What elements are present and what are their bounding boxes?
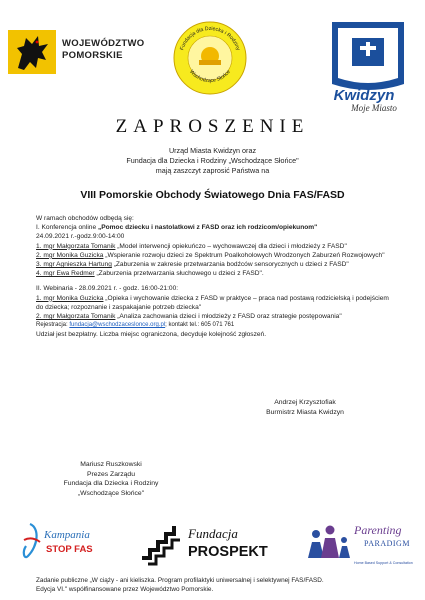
intro-line2: Fundacja dla Dziecka i Rodziny „Wschodzące Słońce" <box>126 156 299 165</box>
president-name: Mariusz Ruszkowski <box>80 461 142 468</box>
talk-title: „Model interwencji opiekuńczo – wychowawczej dla dzieci i młodzieży z FASD" <box>115 242 347 250</box>
region-name <box>62 38 144 62</box>
president-org-line2: „Wschodzące Słońce" <box>77 489 145 497</box>
talk-speaker: 2. mgr Małgorzata Tomanik <box>36 313 116 321</box>
foundation-badge-top-text: Fundacja dla Dziecka i Rodziny <box>179 25 241 52</box>
kwidzyn-slogan-text: Moje Miasto <box>351 103 397 113</box>
invitation-title: ZAPROSZENIE <box>115 116 310 137</box>
president-role: Prezes Zarządu <box>87 470 135 478</box>
mayor-name: Andrzej Krzysztofiak <box>274 399 336 406</box>
mayor-signature <box>240 398 370 417</box>
intro-line1: Urząd Miasta Kwidzyn oraz <box>168 146 257 155</box>
prospekt-line1-text: Fundacja <box>188 526 238 541</box>
talk-speaker: 2. mgr Monika Guzicka <box>36 251 104 259</box>
conference-title: „Pomoc dziecku i nastolatkowi z FASD oraz ich rodzicom/opiekunom" <box>97 224 318 232</box>
talk-title: „Analiza zachowania dzieci i młodzieży z FASD oraz strategie postępowania" <box>115 313 342 321</box>
prospekt-line2-text: PROSPEKT <box>188 544 268 560</box>
pomorskie-griffin-logo <box>8 30 56 74</box>
footer-line2: Edycja VI." współfinansowane przez Województwo Pomorskie. <box>36 586 214 593</box>
talk-speaker: 4. mgr Ewa Redmer <box>36 270 95 278</box>
foundation-badge-bottom-text: Wschodzące Słońce <box>188 69 232 85</box>
kwidzyn-logo <box>318 18 410 114</box>
funding-footer <box>36 576 406 594</box>
free-participation-note: Udział jest bezpłatny. Liczba miejsc ograniczona, decyduje kolejność zgłoszeń. <box>36 331 267 339</box>
talk-title: „Zaburzenia przetwarzania słuchowego u dzieci z FASD". <box>94 270 264 278</box>
talk-speaker: 1. mgr Małgorzata Tomanik <box>36 242 116 250</box>
talk-title: „Opieka i wychowanie dziecka z FASD w praktyce – praca nad postawą rodzicielską i podejściem do dziecka; rozpoznanie i zaspakajanie potrzeb dziecka" <box>36 294 389 311</box>
president-org-line1: Fundacja dla Dziecka i Rodziny <box>63 480 159 488</box>
fundacja-prospekt-logo <box>138 520 278 568</box>
parenting-line1-text: Parenting <box>354 523 402 537</box>
conference-prefix: I. Konferencja online <box>36 224 98 232</box>
registration-email-link[interactable]: fundacja@wschodzaceslonce.org.pl <box>69 322 166 329</box>
foundation-sun-logo <box>172 20 248 96</box>
talk-title: „Zaburzenia w zakresie przetwarzania bodźców sensorycznych u dzieci z FASD" <box>111 261 349 269</box>
program-lead: W ramach obchodów odbędą się: <box>36 215 134 222</box>
talk-item <box>36 312 391 321</box>
program-body <box>36 214 391 340</box>
region-line1: WOJEWÓDZTWO <box>62 38 145 49</box>
parenting-paradigm-logo <box>302 514 414 570</box>
kampania-stop-fas-logo <box>16 516 114 568</box>
webinar-line: II. Webinaria - 28.09.2021 r. - godz. 16:00-21:00: <box>36 285 179 293</box>
talk-item <box>36 294 391 312</box>
parenting-tagline-text: Home Based Support & Consultation <box>354 561 413 565</box>
event-headline: VIII Pomorskie Obchody Światowego Dnia FAS/FASD <box>80 189 345 201</box>
mayor-role: Burmistrz Miasta Kwidzyn <box>266 408 344 416</box>
intro-line3: mają zaszczyt zaprosić Państwa na <box>155 166 270 175</box>
kwidzyn-brand-text: Kwidzyn <box>333 87 395 104</box>
talk-speaker: 1. mgr Monika Guzicka <box>36 294 104 302</box>
talk-item <box>36 260 391 269</box>
conference-date: 24.09.2021 r.-godz.9:00-14:00 <box>36 233 125 241</box>
talk-item <box>36 251 391 260</box>
registration-contact: ; kontakt tel.: 605 071 761 <box>165 322 235 329</box>
kampania-line2-text: STOP FAS <box>46 544 93 555</box>
registration-prefix: Rejestracja: <box>36 322 70 329</box>
parenting-line2-text: PARADIGM <box>364 539 410 548</box>
conference-line <box>36 223 391 232</box>
president-signature <box>36 460 186 498</box>
talk-item <box>36 269 391 278</box>
webinar-talks <box>36 294 391 322</box>
registration-line <box>36 321 391 330</box>
conference-talks <box>36 242 391 279</box>
talk-speaker: 3. mgr Agnieszka Hartung <box>36 261 112 269</box>
region-line2: POMORSKIE <box>62 50 123 61</box>
kampania-line1-text: Kampania <box>44 529 90 541</box>
footer-line1: Zadanie publiczne „W ciąży - ani kieliszka. Program profilaktyki uniwersalnej i selektywnej FAS/FASD. <box>36 577 324 584</box>
talk-item <box>36 242 391 251</box>
talk-title: „Wspieranie rozwoju dzieci ze Spektrum Poalkoholowych Wrodzonych Zaburzeń Rozwojowych" <box>103 251 385 259</box>
